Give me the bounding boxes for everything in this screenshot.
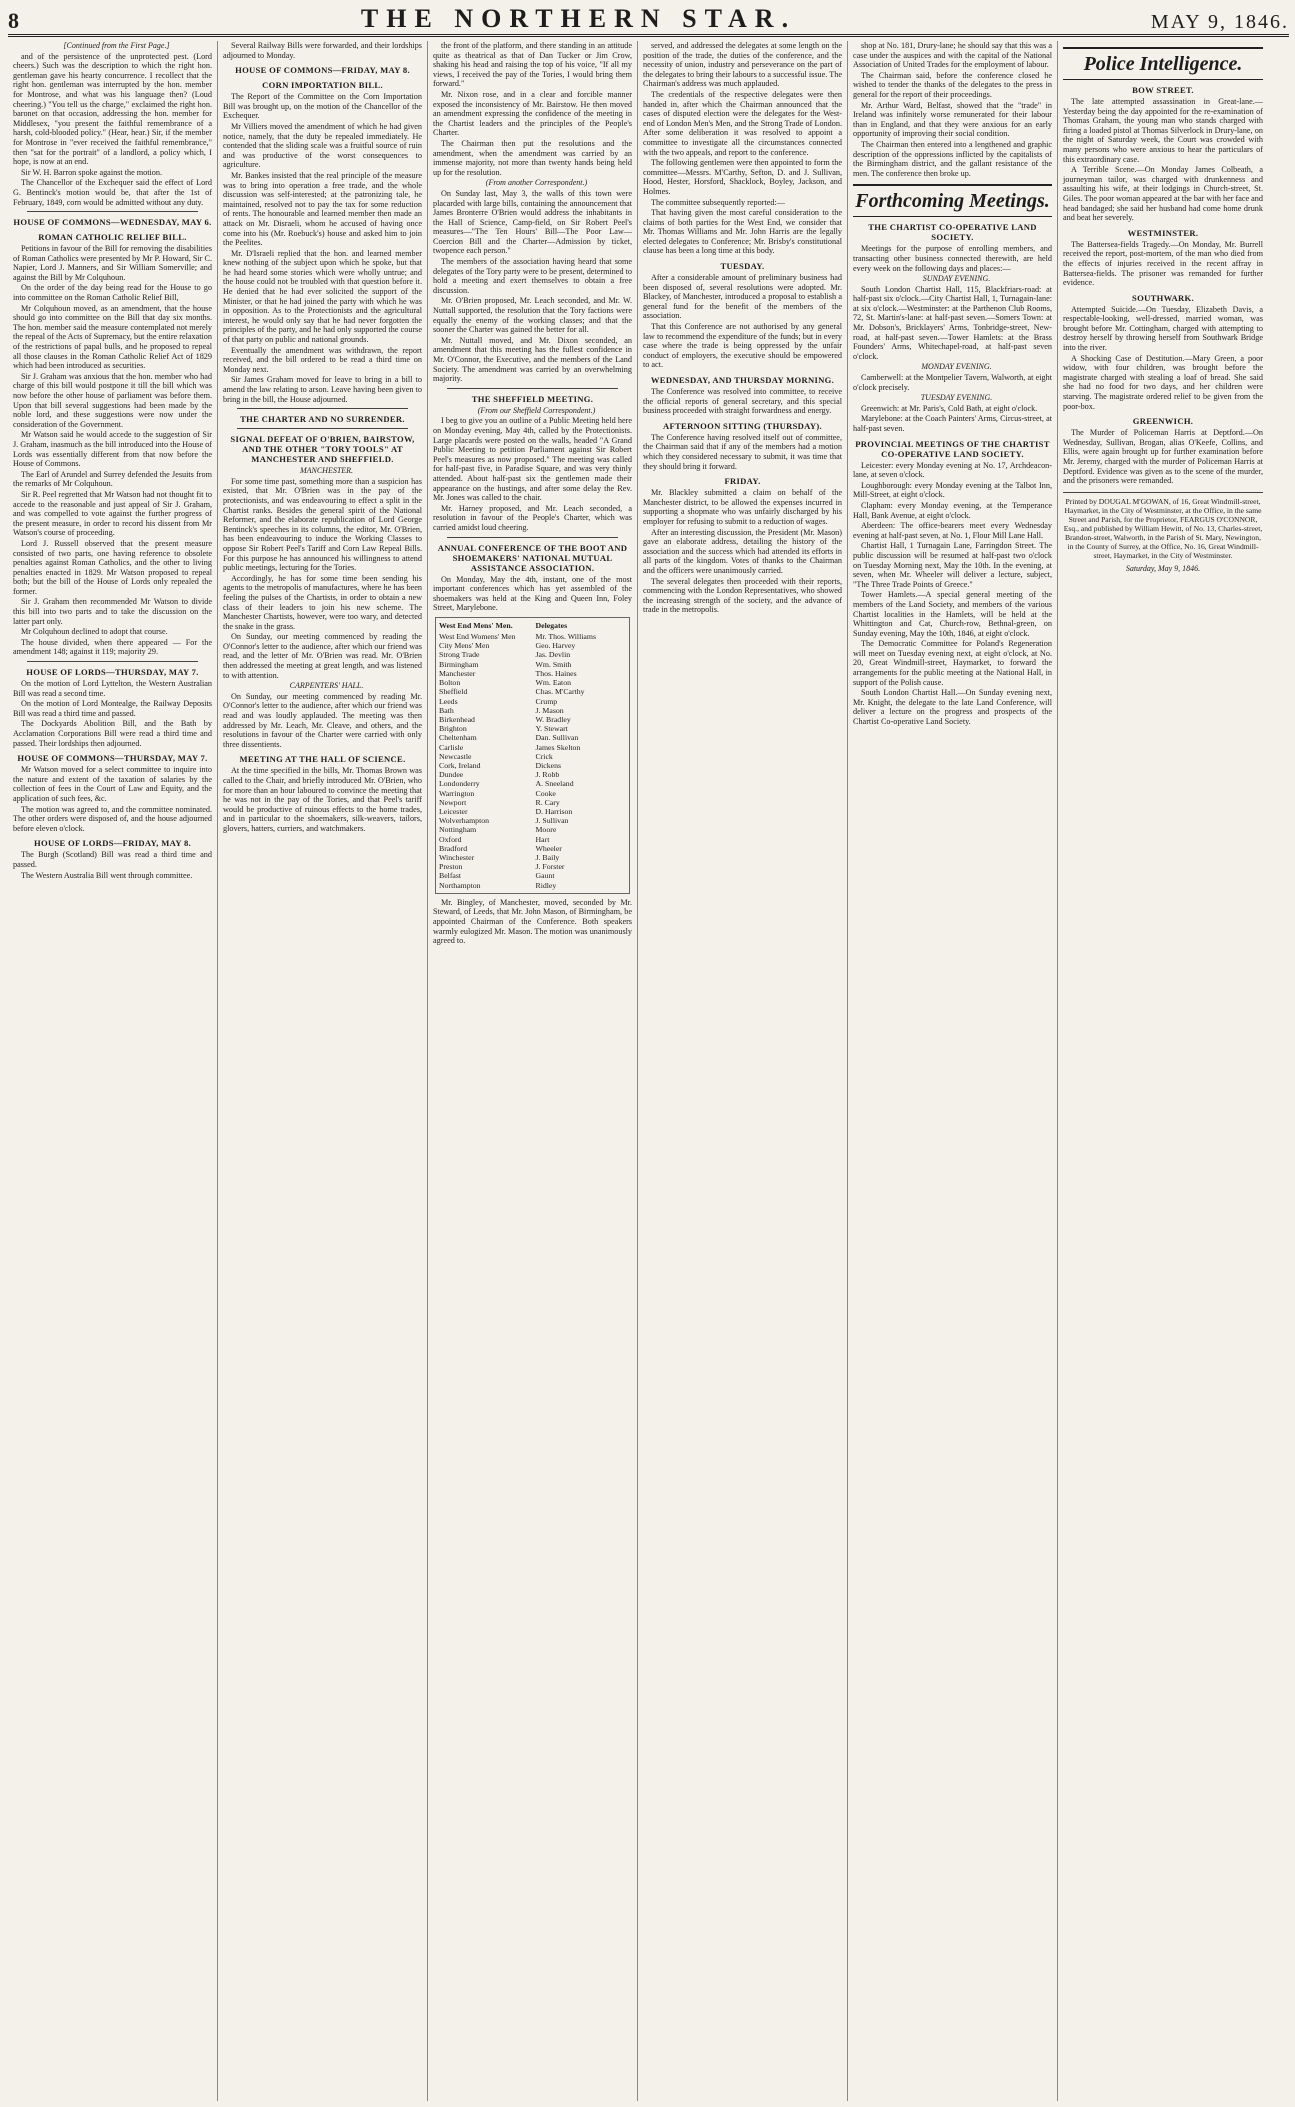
paragraph: On Sunday, our meeting commenced by reading the O'Connor's letter to the audience, after which our friend was read, and the letter of Mr. O'Brien was read. Mr. O'Brien then addressed the meeting at great length, and was listened to with attention. [223,632,422,680]
paragraph: On Sunday last, May 3, the walls of this town were placarded with large bills, containing the announcement that James Bronterre O'Brien would address the inhabitants in the Hall of Science, Camp-field, on Sir Robert Peel's measures—"The Ten Hours' Bill—The Poor Law—Coercion Bill and the Charter—Admission by ticket, twopence each person." [433,188,632,256]
paragraph: Camberwell: at the Montpelier Tavern, Walworth, at eight o'clock precisely. [853,373,1052,392]
paragraph: Mr. Nuttall moved, and Mr. Dixon seconded, an amendment that this meeting has the fullest confidence in Mr. O'Connor, the Executive, and the members of the Land Society. The amendment was carried by an overwhelming majority. [433,335,632,384]
paragraph: shop at No. 181, Drury-lane; he should say that this was a case under the auspices and with the capital of the National Association of United Trades for the employment of labour. [853,41,1052,70]
paragraph: The members of the association having heard that some delegates of the Tory party were to be present, determined to hold a meeting and exert themselves to obtain a free discussion. [433,257,632,295]
table-cell-district: Northampton [439,880,481,890]
section-heading: THE CHARTER AND NO SURRENDER. [240,414,405,425]
table-cell-district: Cork, Ireland [439,760,481,770]
paragraph: The house divided, when there appeared — For the amendment 148; against it 119; majority 29. [13,637,212,657]
paragraph: Marylebone: at the Coach Painters' Arms, Circus-street, at half-past seven. [853,414,1052,433]
delegates-table [435,617,630,894]
section-heading: ANNUAL CONFERENCE OF THE BOOT AND SHOEMAKERS' NATIONAL MUTUAL ASSISTANCE ASSOCIATION. [437,542,628,573]
table-cell-delegate: Cooke [535,788,556,798]
paragraph: That this Conference are not authorised by any general law to recommend the expenditure of the funds; but in every case where the trade is being oppressed by the unfair conduct of employers, the executive should be empowered to act. [643,322,842,370]
table-cell-delegate: Crick [535,751,553,761]
paragraph: Sir J. Graham then recommended Mr Watson to divide this bill into two parts and to take the discussion on the latter part only. [13,597,212,626]
place-heading: CARPENTERS' HALL. [289,681,364,691]
table-header: West End Mens' Men. [439,620,513,630]
column-1 [8,41,218,2101]
divider [27,661,198,662]
paragraph: Sir J. Graham was anxious that the hon. member who had charge of this bill would postpone it till the bill which was now before the other house of parliament was before them. Upon that bill several suggestions had been made by the noble lord, and these suggestions were now under the consideration of the Government. [13,371,212,429]
issue-date: MAY 9, 1846. [1150,11,1289,33]
paragraph: I beg to give you an outline of a Public Meeting held here on Monday evening, May 4th, called by the Protectionists. Large placards were posted on the walls, headed "A Grand Public Meeting to petition Parliament against Sir Robert Peel's measures as now proposed." The meeting was called for half-past five, in Paradise Square, and was very thinly attended. About half-past six the gentlemen made their appearance on the hustings, and after some delay the Rev. Mr. Jones was called to the chair. [433,416,632,503]
continued-note: [Continued from the First Page.] [63,41,170,50]
paragraph: Sir R. Peel regretted that Mr Watson had not thought fit to accede to the reasonable and just appeal of Sir J. Graham, and was compelled to vote against the further progress of the present measure, in order to record his dissent from Mr Watson's course of proceeding. [13,489,212,538]
section-heading: HOUSE OF LORDS—FRIDAY, MAY 8. [33,838,192,849]
table-cell-delegate: W. Bradley [535,714,571,724]
table-cell-district: Birkenhead [439,714,475,724]
table-cell-district: Dundee [439,770,464,780]
paragraph: The Battersea-fields Tragedy.—On Monday, Mr. Burrell received the report, post-mortem, of the man who died from the effects of injuries received in the recent affray in Battersea-fields. The prisoner was remanded for further evidence. [1063,239,1263,288]
paragraph: Sir James Graham moved for leave to bring in a bill to amend the law relating to arson. Leave having been given to bring in the bill, the House adjourned. [223,375,422,404]
section-subheading: ROMAN CATHOLIC RELIEF BILL. [38,232,187,243]
table-cell-delegate: R. Cary [535,797,560,807]
paragraph: Several Railway Bills were forwarded, and their lordships adjourned to Monday. [223,41,422,60]
paragraph: After an interesting discussion, the President (Mr. Mason) gave an elaborate address, detailing the history of the association and the success which had attended its efforts in all parts of the kingdom. Votes of thanks to the Chairman and the officers were unanimously carried. [643,527,842,575]
table-cell-district: Bradford [439,843,468,853]
paragraph: South London Chartist Hall, 115, Blackfriars-road: at half-past six o'clock.—City Chartist Hall, 1, Turnagain-lane: at six o'clock.—Westminster: at the Parthenon Club Rooms, 72, St. Martin's-lane: at half-past seven.—Somers Town: at Mr. Dobson's, Bricklayers' Arms, Tonbridge-street, New-road, at half-past seven.—Tower Hamlets: at the Brass Founders' Arms, Whitechapel-road, at half-past seven o'clock. [853,284,1052,361]
section-heading: BOW STREET. [1132,85,1194,95]
paragraph: The credentials of the respective delegates were then handed in, after which the Chairman announced that the cases of disputed election were the delegates for the West-end of London Men's Men, and the Strong Trade of London. After some deliberation it was resolved to appoint a committee to investigate all the circumstances connected with the two appeals, and report to the conference. [643,89,842,157]
table-cell-delegate: Wm. Smith [535,659,572,669]
paragraph: Mr. O'Brien proposed, Mr. Leach seconded, and Mr. W. Nuttall supported, the resolution that the Tory factions were equally the enemy of the working classes; and that the sooner the Charter was gained the better for all. [433,296,632,335]
paragraph: At the time specified in the bills, Mr. Thomas Brown was called to the Chair, and briefly introduced Mr. O'Brien, who for more than an hour laboured to convince the meeting that he was not in the pay of the Tories, and that Peel's tariff would be productive of ruinous effects to the home trades, and in particular to the shoemakers, silk-weavers, tailors, glovers, hatters, curriers, and watchmakers. [223,766,422,833]
paragraph: The following gentlemen were then appointed to form the committee—Messrs. M'Carthy, Sefton, D. and J. Sullivan, Hood, Hester, Horsford, Shacklock, Boyley, Jackson, and Holmes. [643,158,842,196]
table-cell-delegate: J. Baily [535,852,560,862]
police-intelligence-title: Police Intelligence. [1063,47,1263,80]
paragraph: Mr. Arthur Ward, Belfast, showed that the "trade" in Ireland was infinitely worse remunerated for their labour than in England, and that they were anxious for an early opportunity of improving their social condition. [853,100,1052,139]
page-number: 8 [8,8,19,33]
paragraph: The several delegates then proceeded with their reports, commencing with the London Representatives, who showed the increasing strength of the society, and the advance of trade in the metropolis. [643,576,842,615]
section-heading: SIGNAL DEFEAT OF O'BRIEN, BAIRSTOW, AND THE OTHER "TORY TOOLS" AT MANCHESTER AND SHEFFIELD. [230,434,415,465]
table-cell-delegate: A. Sneeland [535,779,574,789]
paragraph: The Chairman said, before the conference closed he wished to tender the thanks of the delegates to the press in general for the report of their proceedings. [853,70,1052,99]
table-cell-delegate: Jas. Devlin [535,650,571,660]
paragraph: The Report of the Committee on the Corn Importation Bill was brought up, on the motion of the Chancellor of the Exchequer. [223,92,422,121]
paragraph: Leicester: every Monday evening at No. 17, Archdeacon-lane, at seven o'clock. [853,460,1052,480]
table-cell-delegate: J. Forster [535,862,565,872]
paragraph: Petitions in favour of the Bill for removing the disabilities of Roman Catholics were presented by Mr P. Howard, Sir C. Napier, Lord J. Manners, and Sir William Somerville; and against the Bill by Mr Colquhoun. [13,244,212,282]
paragraph: Mr. Nixon rose, and in a clear and forcible manner exposed the inconsistency of Mr. Bairstow. He then moved an amendment expressing the confidence of the meeting in the Chartist leaders and the principles of the People's Charter. [433,89,632,138]
table-cell-delegate: Gaunt [535,871,555,881]
table-cell-district: Winchester [439,852,475,862]
paragraph: The Democratic Committee for Poland's Regeneration will meet on Tuesday evening next, at eight o'clock, at No. 20, Great Windmill-street, Haymarket, to forward the arrangements for the public meeting at the National Hall, in support of the Polish cause. [853,639,1052,687]
table-cell-district: Warrington [439,788,475,798]
table-cell-district: Cheltenham [439,733,477,743]
table-cell-delegate: J. Robb [535,770,560,780]
column-5 [848,41,1058,2101]
paragraph: The late attempted assassination in Great-lane.—Yesterday being the day appointed for the re-examination of Thomas Graham, the young man who stands charged with firing a loaded pistol at Thomas Silverlock in Drury-lane, on the night of Saturday week, the Court was crowded with many persons who were anxious to hear the particulars of this extraordinary case. [1063,97,1263,164]
divider [237,408,408,409]
paragraph: The Conference having resolved itself out of committee, the Chairman said that if any of the members had a motion which they considered necessary to submit, it was time that they should bring it forward. [643,432,842,471]
section-heading: THE SHEFFIELD MEETING. [471,393,594,404]
column-3 [428,41,638,2101]
table-cell-district: Preston [439,862,463,872]
paragraph: Meetings for the purpose of enrolling members, and transacting other business connected therewith, are held every week on the following days and places:— [853,244,1052,273]
section-heading: HOUSE OF COMMONS—FRIDAY, MAY 8. [235,65,410,76]
paragraph: Eventually the amendment was withdrawn, the report received, and the bill ordered to be read a third time on Monday next. [223,345,422,374]
table-cell-delegate: Wm. Eaton [535,678,572,688]
paragraph: On Sunday, our meeting commenced by reading Mr. O'Connor's letter to the audience, after which our friend was read and was loudly applauded. The meeting was then addressed by Mr. Leach, Mr. Cleave, and others, and the resolutions in favour of the Charter were carried with only three dissentients. [223,691,422,749]
table-cell-delegate: Geo. Harvey [535,641,576,651]
table-cell-delegate: J. Mason [535,705,564,715]
day-heading: SUNDAY EVENING. [922,274,991,284]
paragraph: After a considerable amount of preliminary business had been disposed of, several resolutions were adopted. Mr. Blackey, of Manchester, introduced a proposal to establish a general fund for the benefit of the members of the association. [643,273,842,321]
section-heading: WEDNESDAY, AND THURSDAY MORNING. [650,375,835,385]
paragraph: The Burgh (Scotland) Bill was read a third time and passed. [13,850,212,869]
newspaper-title: THE NORTHERN STAR. [360,4,797,33]
column-4 [638,41,848,2101]
paragraph: On the order of the day being read for the House to go into committee on the Roman Catholic Relief Bill, [13,283,212,303]
day-heading: TUESDAY EVENING. [920,393,993,403]
paragraph: Mr. Bankes insisted that the real principle of the measure was to bring into operation a free trade, and the whole discussion was self-interested; at the patronizing tale, he maintained, resolved not to pay the tax for some reduction of rents. The honourable and learned member then made an attack on Mr. Disraeli, whom he accused of having once come into his (Mr. Roebuck's) house and asked him to join the Peelites. [223,170,422,248]
section-heading: MEETING AT THE HALL OF SCIENCE. [239,754,406,765]
paragraph: Mr Colquhoun moved, as an amendment, that the house should go into committee on the Bill that day six months. The hon. member said the measure contemplated not merely the repeal of the Acts of Supremacy, but the entire relaxation of the restrictions of papal bulls, and he proposed to repeal all those clauses in the Roman Catholic Relief Act of 1829 which had been introduced as securities. [13,303,212,371]
printer-imprint: Printed by DOUGAL M'GOWAN, of 16, Great Windmill-street, Haymarket, in the City of Westminster, at the Office, in the same Street and Parish, for the Proprietor, FEARGUS O'CONNOR, Esq., and published by William Hewitt, of No. 13, Charles-street, Brandon-street, Walworth, in the Parish of St. Mary, Newington, in the County of Surrey, at the Office, No. 16, Great Windmill-street, Haymarket, in the City of Westminster. [1063,492,1263,560]
paragraph: That having given the most careful consideration to the claims of both parties for the West End, we consider that Mr. Thomas Williams and Mr. John Harris are the legally elected delegates to Conference; Mr. Brisby's constitutional clause has been a long time at this body. [643,208,842,256]
table-cell-delegate: Crump [535,696,558,706]
paragraph: Sir W. H. Barron spoke against the motion. [21,167,162,177]
section-subheading: CORN IMPORTATION BILL. [262,80,383,91]
paragraph: Loughborough: every Monday evening at the Talbot Inn, Mill-Street, at eight o'clock. [853,480,1052,500]
paragraph: Lord J. Russell observed that the present measure consisted of two parts, one having reference to obsolete penalties against Roman Catholics, and the other to living penalties enacted in 1829. Mr Watson proposed to repeal both; but the bill of the House of Lords only repealed the former. [13,538,212,596]
table-cell-district: Oxford [439,834,462,844]
table-cell-district: Belfast [439,871,462,881]
table-cell-district: Newport [439,797,467,807]
section-heading: GREENWICH. [1132,416,1194,427]
table-cell-delegate: Thos. Haines [535,668,577,678]
correspondent-note: (From another Correspondent.) [485,178,588,188]
divider [447,537,618,538]
masthead [8,4,1289,37]
table-cell-district: Wolverhampton [439,816,490,826]
paragraph: Attempted Suicide.—On Tuesday, Elizabeth Davis, a respectable-looking, well-dressed, married woman, was brought before Mr. Cottingham, charged with attempting to destroy herself by throwing herself from Southwark Bridge into the river. [1063,304,1263,353]
section-heading: SOUTHWARK. [1132,292,1194,303]
table-cell-district: West End Womens' Men [439,632,516,642]
paragraph: Clapham: every Monday evening, at the Temperance Hall, Bank Avenue, at eight o'clock. [853,500,1052,520]
table-cell-delegate: D. Harrison [535,806,573,816]
section-heading: FRIDAY. [724,476,761,487]
paragraph: The Chancellor of the Exchequer said the effect of Lord G. Bentinck's motion would be, that after the 1st of February, 1849, corn would be admitted without any duty. [13,178,212,207]
paragraph: For some time past, something more than a suspicion has existed, that Mr. O'Brien was in the pay of the protectionists, and was endeavouring to effect a split in the Chartist ranks. Besides the general spirit of the National Reformer, and the elaborate republication of Lord George Bentinck's speeches in its columns, the editor, Mr. O'Brien, has been endeavouring to induce the Working Classes to oppose Sir Robert Peel's Tariff and Corn Law Repeal Bills. For this purpose he has announced his willingness to attend public meetings, lecturing for the Tories. [223,476,422,573]
paragraph: Mr. Blackley submitted a claim on behalf of the Manchester district, to be allowed the expenses incurred in supporting a shopmate who was unfairly discharged by his employer for refusing to submit to a reduction of wages. [643,488,842,526]
column-2 [218,41,428,2101]
table-cell-delegate: Dickens [535,760,562,770]
paragraph: Greenwich: at Mr. Paris's, Cold Bath, at eight o'clock. [861,403,1038,413]
paragraph: Tower Hamlets.—A special general meeting of the members of the Land Society, and members of the various Chartist localities in the Hamlets, will be held at the Whittington and Cat, Church-row, Bethnal-green, on Sunday evening, May the 10th, 1846, at eight o'clock. [853,590,1052,638]
divider [237,428,408,429]
paragraph: The committee subsequently reported:— [651,197,785,207]
paragraph: The Chairman then put the resolutions and the amendment, when the amendment was carried by an immense majority, not more than twenty hands being held up for the resolution. [433,138,632,177]
table-cell-delegate: Hart [535,834,550,844]
paragraph: A Shocking Case of Destitution.—Mary Green, a poor widow, with four children, was brought before the magistrate charged with stealing a loaf of bread. She said she had no food for two days, and her children were starving. The magistrate ordered relief to be given from the poor-box. [1063,353,1263,411]
table-cell-district: Manchester [439,668,476,678]
table-cell-district: Newcastle [439,751,472,761]
paragraph: The Chairman then entered into a lengthened and graphic description of the oppressions inflicted by the capitalists of the Birmingham district, and the gallant resistance of the men. The conference then broke up. [853,139,1052,178]
table-cell-district: Bolton [439,678,461,688]
paragraph: A Terrible Scene.—On Monday James Colbeath, a journeyman tailor, was charged with drunkenness and assaulting his wife, at their lodgings in Church-street, St. Giles. The poor woman appeared at the bar with her face and head bandaged; she said her husband had come home drunk and beat her severely. [1063,165,1263,223]
table-cell-district: Birmingham [439,659,479,669]
correspondent-note: (From our Sheffield Correspondent.) [477,405,596,415]
section-heading: HOUSE OF LORDS—THURSDAY, MAY 7. [26,667,199,678]
section-heading: TUESDAY. [720,261,765,272]
paragraph: the front of the platform, and there standing in an attitude quite as theatrical as that of Dan Tucker or Jim Crow, shaking his head and raising the top of his voice, "If all my views, I received the pay of the Tories, I would bring them forward." [433,41,632,89]
table-cell-delegate: Y. Stewart [535,724,568,734]
table-cell-delegate: Wheeler [535,843,562,853]
paragraph: The motion was agreed to, and the committee nominated. The other orders were disposed of, and the house adjourned before eleven o'clock. [13,804,212,833]
paragraph: Mr. D'Israeli replied that the hon. and learned member knew nothing of the subject upon which he spoke, but that he had heard some stories which were wholly untrue; and the house could not be troubled with that question before it. He denied that he had ever solicited the support of the Minister, or that he had joined the party with which he was in opposition. As to the Protectionists and the agricultural interest, he would only say that he had never forgotten the principles of the party, and he had only supported the course of that party on public and national grounds. [223,248,422,345]
table-cell-district: Leeds [439,696,458,706]
paragraph: On Monday, May the 4th, instant, one of the most important conferences which has yet assembled of the shoemakers was held at the King and Queen Inn, Foley Street, Marylebone. [433,574,632,613]
paragraph: The Murder of Policeman Harris at Deptford.—On Wednesday, Sullivan, Brogan, alias O'Keefe, Collins, and Ellis, were again brought up for further examination before Mr. Jeremy, charged with the murder of Policeman Harris at Deptford. Evidence was given as to the scene of the murder, and the prisoners were remanded. [1063,428,1263,486]
paragraph: On the motion of Lord Lyttelton, the Western Australian Bill was read a second time. [13,679,212,698]
table-cell-delegate: Moore [535,825,557,835]
paragraph: On the motion of Lord Montealge, the Railway Deposits Bill was read a third time and passed. [13,699,212,718]
table-cell-delegate: Dan. Sullivan [535,733,579,743]
table-cell-delegate: Mr. Thos. Williams [535,632,596,642]
section-heading: WESTMINSTER. [1127,227,1199,238]
table-cell-district: Carlisle [439,742,464,752]
paragraph: The Conference was resolved into committee, to receive the official reports of general secretary, and this special business proceeded with straight forwardness and energy. [643,387,842,416]
table-cell-district: Sheffield [439,687,468,697]
table-cell-district: Londonderry [439,779,480,789]
table-cell-delegate: J. Sullivan [535,816,569,826]
paragraph: Mr. Bingley, of Manchester, moved, seconded by Mr. Steward, of Leeds, that Mr. John Mason, of Birmingham, be appointed Chairman of the Conference. Both speakers warmly eulogized Mr. Mason. The motion was unanimously agreed to. [433,897,632,946]
table-cell-delegate: Ridley [535,880,557,890]
table-cell-delegate: James Skelton [535,742,581,752]
section-heading: HOUSE OF COMMONS—THURSDAY, MAY 7. [17,753,208,764]
paragraph: The Dockyards Abolition Bill, and the Bath by Acclamation Corporations Bill were read a third time and passed. Their lordships then adjourned. [13,719,212,748]
table-cell-district: City Mens' Men [439,641,490,651]
paragraph: Mr Watson moved for a select committee to inquire into the nature and extent of the taxation of salaries by the collection of fees in the Court of Law and Equity, and the application of such fees, &c. [13,765,212,803]
paragraph: The Western Australia Bill went through committee. [21,870,193,880]
forthcoming-meetings-title: Forthcoming Meetings. [853,184,1052,217]
districts-column [439,621,530,890]
paragraph: and of the persistence of the unprotected pest. (Lord cheers.) Such was the description to which the right hon. gentleman gave his hearty concurrence. I recollect that the right hon. gentleman was interrupted by the hon. member for Montrose, and what was his language then? (Loud cheering.) "You tell us the charge," exclaimed the right hon. baronet on that occasion, addressing the hon. member for Middlesex, "you present the faithful remembrance of a harsh, cold-blooded policy." (Hear, hear.) Sir, if the member for Montrose in "ever received the faithful remembrance," then "sat for the portrait" of a landlord, a policy which, I hope, is now at an end. [13,51,212,167]
table-cell-district: Brighton [439,724,467,734]
section-heading: PROVINCIAL MEETINGS OF THE CHARTIST CO-OPERATIVE LAND SOCIETY. [855,438,1050,459]
paragraph: served, and addressed the delegates at some length on the position of the trade, the duties of the conference, and the necessity of union, industry and perseverance on the part of the delegates to bring their labours to a successful issue. The Chairman's address was much applauded. [643,41,842,89]
paragraph: South London Chartist Hall.—On Sunday evening next, Mr. Knight, the delegate to the late Land Conference, will deliver a lecture on the progress and prospects of the Chartist Co-operative Land Society. [853,688,1052,727]
table-cell-district: Strong Trade [439,650,480,660]
table-cell-delegate: Chas. M'Carthy [535,687,585,697]
table-header: Delegates [535,620,568,630]
section-heading: HOUSE OF COMMONS—WEDNESDAY, MAY 6. [13,217,212,228]
divider [27,211,198,212]
column-6 [1058,41,1268,2101]
table-cell-district: Bath [439,705,454,715]
paragraph: The Earl of Arundel and Surrey defended the Jesuits from the remarks of Mr Colquhoun. [13,469,212,489]
paragraph: Mr. Harney proposed, and Mr. Leach seconded, a resolution in favour of the People's Charter, which was carried amidst loud cheering. [433,503,632,532]
paragraph: Mr Villiers moved the amendment of which he had given notice, namely, that the duty be repealed immediately. He contended that the sliding scale was a fruitful source of ruin and was productive of the worst consequences to agriculture. [223,121,422,170]
divider [447,388,618,389]
paragraph: Aberdeen: The office-bearers meet every Wednesday evening at half-past seven, at No. 1, Flour Mill Lane Hall. [853,521,1052,540]
paragraph: Mr Colquhoun declined to adopt that course. [21,627,168,637]
imprint-date: Saturday, May 9, 1846. [1125,563,1201,573]
day-heading: MONDAY EVENING. [921,362,992,372]
place-heading: MANCHESTER. [299,466,354,476]
columns [8,41,1289,2101]
table-cell-district: Nottingham [439,825,477,835]
table-cell-district: Leicester [439,806,468,816]
paragraph: Chartist Hall, 1 Turnagain Lane, Farringdon Street. The public discussion will be resumed at half-past two o'clock on Tuesday Morning next, May the 10th. In the evening, at seven, when Mr. Wheeler will deliver a lecture, subject, "The Three Trade Points of Greece." [853,541,1052,589]
section-heading: THE CHARTIST CO-OPERATIVE LAND SOCIETY. [868,222,1037,243]
paragraph: Mr Watson said he would accede to the suggestion of Sir J. Graham, inasmuch as the bill introduced into the House of Lords was essentially different from that now before the House of Commons. [13,430,212,469]
delegates-column [536,621,627,890]
paragraph: Accordingly, he has for some time been sending his agents to the metropolis of manufactures, where he has been feeling the pulses of the Chartists, in order to obtain a new class of their leaders to join his new scheme. The Manchester Chartists, however, were too wary, and detected the snake in the grass. [223,573,422,631]
section-heading: AFTERNOON SITTING (THURSDAY). [662,420,823,431]
